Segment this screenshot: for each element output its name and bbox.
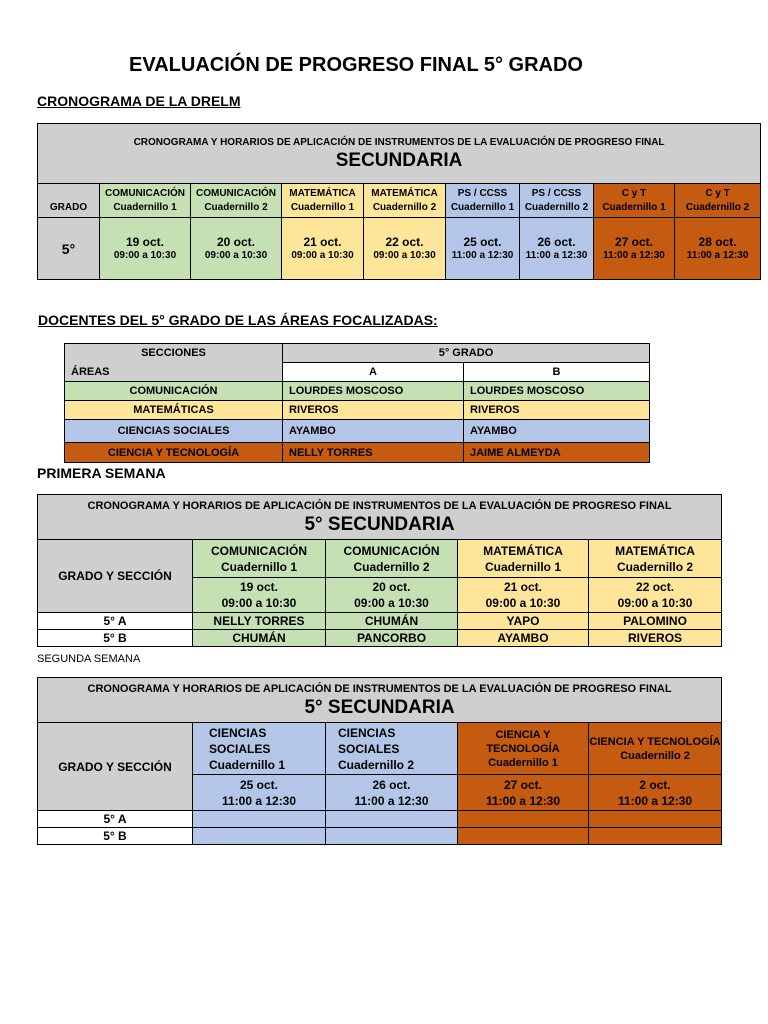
grade-label: GRADO [38,184,100,218]
date-cell: 20 oct. 09:00 a 10:30 [326,578,458,613]
section-label: 5° A [38,613,193,630]
area-header: CIENCIAS SOCIALES Cuadernillo 2 [326,723,458,775]
teacher-cell: PALOMINO [589,613,722,630]
drelm-schedule-table [37,123,761,280]
date-cell: 19 oct. 09:00 a 10:30 [100,218,191,280]
table-row [65,382,650,401]
week2-schedule-table [37,677,722,845]
grade-section-label: GRADO Y SECCIÓN [38,723,193,811]
section-b-label: B [464,363,650,382]
grade-value: 5° [38,218,100,280]
date-cell: 27 oct. 11:00 a 12:30 [594,218,675,280]
date-cell: 25 oct. 11:00 a 12:30 [193,775,326,811]
areas-label: ÁREAS [65,363,283,382]
table-row [38,613,722,630]
empty-cell [458,811,589,828]
table-row [65,420,650,443]
teacher-a: RIVEROS [283,401,464,420]
area-header: MATEMÁTICA Cuadernillo 2 [589,540,722,578]
date-cell: 28 oct. 11:00 a 12:30 [675,218,761,280]
area-header: MATEMÁTICA Cuadernillo 1 [282,184,364,218]
area-header: COMUNICACIÓN Cuadernillo 2 [326,540,458,578]
section-heading-week2: SEGUNDA SEMANA [37,653,141,665]
section-heading-teachers: DOCENTES DEL 5° GRADO DE LAS ÁREAS FOCALIZADAS: [38,312,438,328]
teacher-a: AYAMBO [283,420,464,443]
empty-cell [458,828,589,845]
area-header: C y T Cuadernillo 1 [594,184,675,218]
teacher-cell: CHUMÁN [326,613,458,630]
week1-schedule-table [37,494,722,647]
teacher-b: AYAMBO [464,420,650,443]
teacher-cell: PANCORBO [326,630,458,647]
section-heading-week1: PRIMERA SEMANA [37,465,166,481]
grade-label: 5° GRADO [283,344,650,363]
area-header: COMUNICACIÓN Cuadernillo 2 [191,184,282,218]
teacher-cell: NELLY TORRES [193,613,326,630]
empty-cell [193,811,326,828]
date-cell: 25 oct. 11:00 a 12:30 [446,218,520,280]
teacher-cell: CHUMÁN [193,630,326,647]
table-header [38,124,761,184]
date-cell: 2 oct. 11:00 a 12:30 [589,775,722,811]
area-header: CIENCIA Y TECNOLOGÍA Cuadernillo 1 [458,723,589,775]
area-header: CIENCIA Y TECNOLOGÍA Cuadernillo 2 [589,723,722,775]
section-a-label: A [283,363,464,382]
table-row [38,630,722,647]
date-cell: 26 oct. 11:00 a 12:30 [520,218,594,280]
date-cell: 22 oct. 09:00 a 10:30 [589,578,722,613]
table-header-text: CRONOGRAMA Y HORARIOS DE APLICACIÓN DE INSTRUMENTOS DE LA EVALUACIÓN DE PROGRESO FINAL [133,136,665,148]
area-header: MATEMÁTICA Cuadernillo 1 [458,540,589,578]
section-heading-drelm: CRONOGRAMA DE LA DRELM [37,93,241,109]
teacher-cell: YAPO [458,613,589,630]
teacher-a: LOURDES MOSCOSO [283,382,464,401]
section-label: 5° A [38,811,193,828]
table-row [65,401,650,420]
area-header: CIENCIAS SOCIALES Cuadernillo 1 [193,723,326,775]
area-header: MATEMÁTICA Cuadernillo 2 [364,184,446,218]
date-cell: 21 oct. 09:00 a 10:30 [458,578,589,613]
table-row [65,443,650,463]
date-cell: 19 oct. 09:00 a 10:30 [193,578,326,613]
teacher-cell: AYAMBO [458,630,589,647]
date-cell: 20 oct. 09:00 a 10:30 [191,218,282,280]
table-subheader: SECUNDARIA [335,149,463,171]
date-cell: 22 oct. 09:00 a 10:30 [364,218,446,280]
area-header: COMUNICACIÓN Cuadernillo 1 [193,540,326,578]
table-header: CRONOGRAMA Y HORARIOS DE APLICACIÓN DE INSTRUMENTOS DE LA EVALUACIÓN DE PROGRESO FINAL 5° SECUNDARIA [38,495,722,540]
table-row [38,828,722,845]
area-name: COMUNICACIÓN [65,382,283,401]
empty-cell [326,811,458,828]
sections-label: SECCIONES [65,344,283,363]
empty-cell [193,828,326,845]
date-cell: 21 oct. 09:00 a 10:30 [282,218,364,280]
teacher-b: LOURDES MOSCOSO [464,382,650,401]
section-label: 5° B [38,828,193,845]
empty-cell [589,811,722,828]
area-name: MATEMÁTICAS [65,401,283,420]
area-header: COMUNICACIÓN Cuadernillo 1 [100,184,191,218]
date-cell: 27 oct. 11:00 a 12:30 [458,775,589,811]
area-name: CIENCIAS SOCIALES [65,420,283,443]
section-label: 5° B [38,630,193,647]
empty-cell [589,828,722,845]
table-row [38,811,722,828]
grade-section-label: GRADO Y SECCIÓN [38,540,193,613]
date-cell: 26 oct. 11:00 a 12:30 [326,775,458,811]
table-header: CRONOGRAMA Y HORARIOS DE APLICACIÓN DE INSTRUMENTOS DE LA EVALUACIÓN DE PROGRESO FINAL 5° SECUNDARIA [38,678,722,723]
area-header: PS / CCSS Cuadernillo 1 [446,184,520,218]
empty-cell [326,828,458,845]
area-header: C y T Cuadernillo 2 [675,184,761,218]
teacher-b: RIVEROS [464,401,650,420]
area-header: PS / CCSS Cuadernillo 2 [520,184,594,218]
teacher-a: NELLY TORRES [283,443,464,463]
teacher-b: JAIME ALMEYDA [464,443,650,463]
page-title: EVALUACIÓN DE PROGRESO FINAL 5° GRADO [129,54,583,76]
teacher-cell: RIVEROS [589,630,722,647]
teachers-table [64,343,650,463]
area-name: CIENCIA Y TECNOLOGÍA [65,443,283,463]
